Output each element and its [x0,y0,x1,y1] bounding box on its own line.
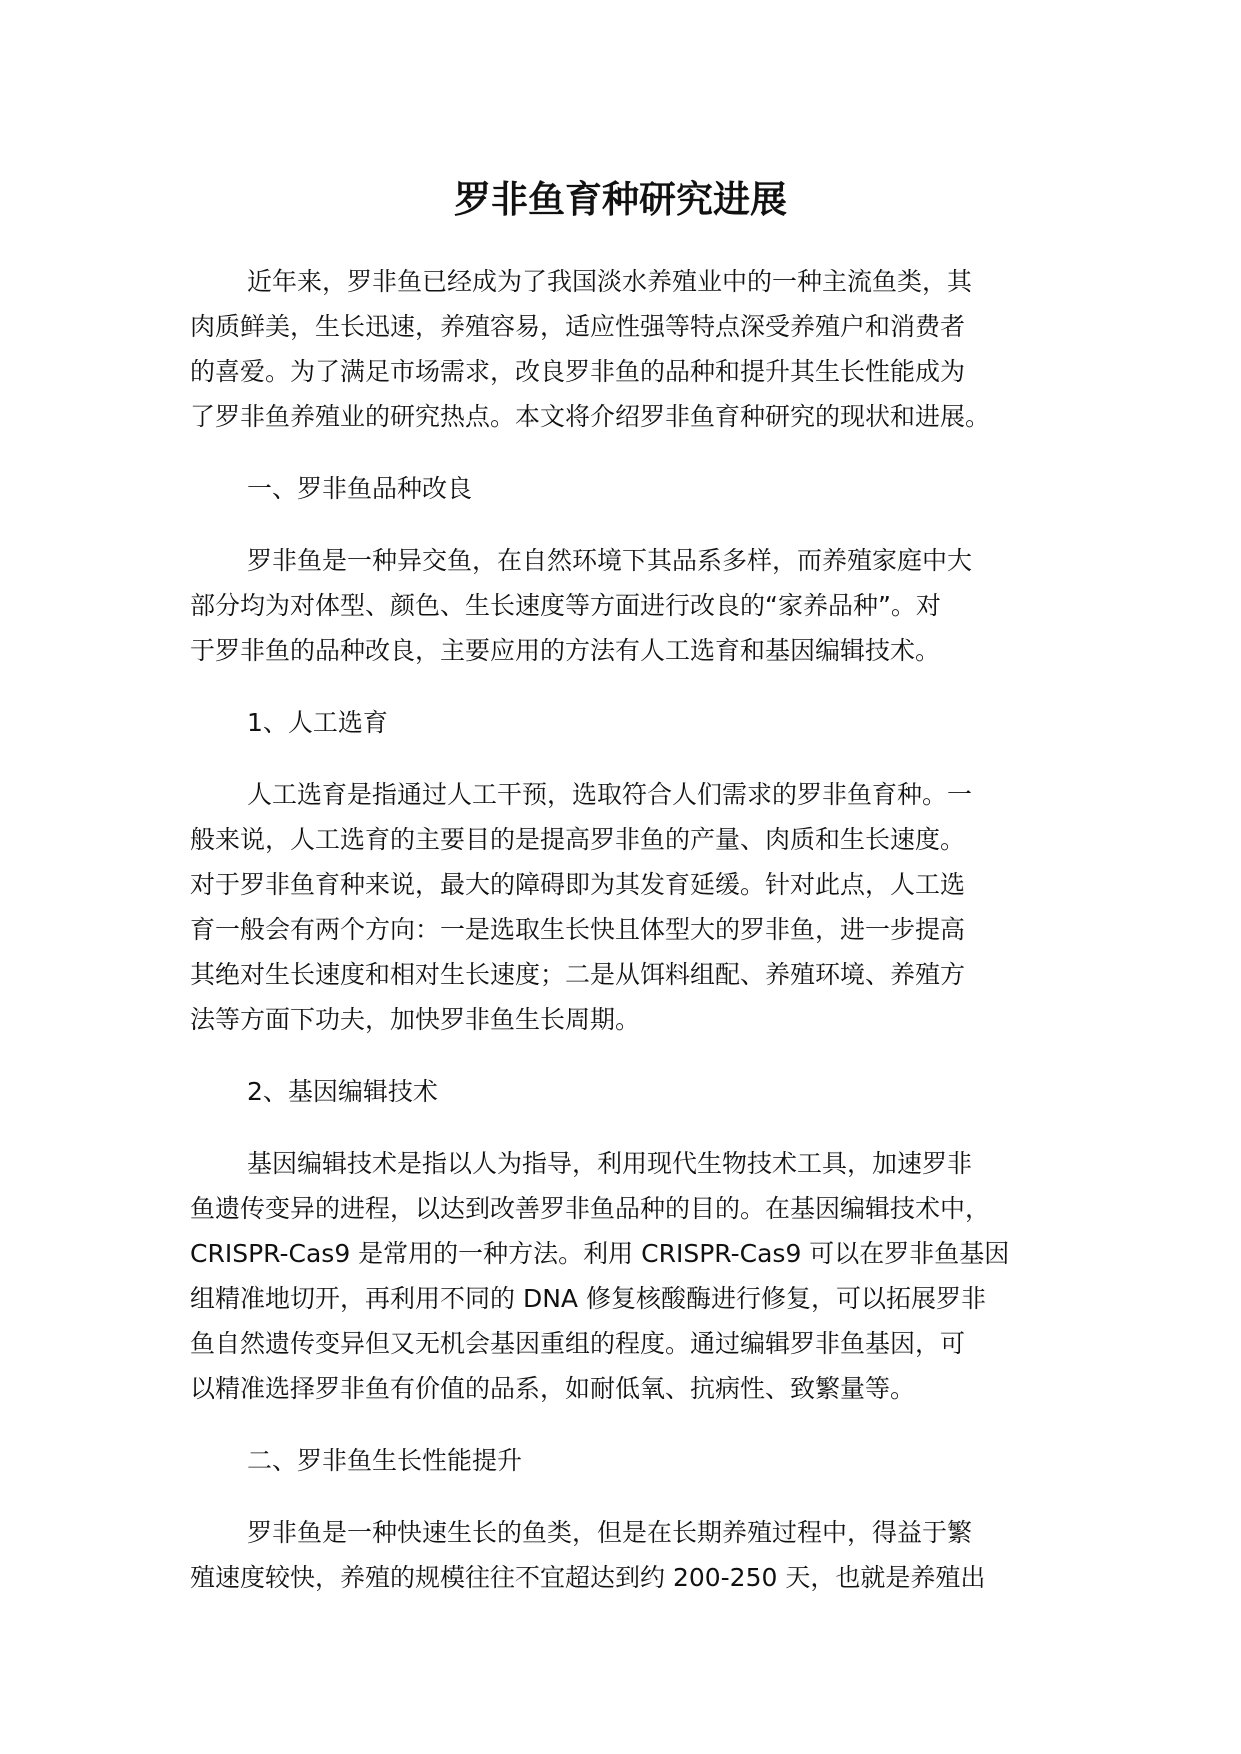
subsection-heading: 2、基因编辑技术 [247,1077,438,1106]
paragraph-line: 人工选育是指通过人工干预，选取符合人们需求的罗非鱼育种。一 [247,780,973,809]
paragraph-line: 鱼遗传变异的进程，以达到改善罗非鱼品种的目的。在基因编辑技术中， [190,1194,991,1223]
document-title: 罗非鱼育种研究进展 [454,178,787,221]
paragraph-line: 其绝对生长速度和相对生长速度；二是从饵料组配、养殖环境、养殖方 [190,960,966,989]
subsection-heading: 1、人工选育 [247,708,388,737]
paragraph-line: 肉质鲜美，生长迅速，养殖容易，适应性强等特点深受养殖户和消费者 [190,312,966,341]
section-heading: 二、罗非鱼生长性能提升 [247,1446,523,1475]
paragraph-line: 以精准选择罗非鱼有价值的品系，如耐低氧、抗病性、致繁量等。 [190,1374,916,1403]
paragraph-line: 了罗非鱼养殖业的研究热点。本文将介绍罗非鱼育种研究的现状和进展。 [190,402,991,431]
paragraph-line: 罗非鱼是一种异交鱼，在自然环境下其品系多样，而养殖家庭中大 [247,546,973,575]
paragraph-line: 法等方面下功夫，加快罗非鱼生长周期。 [190,1005,641,1034]
paragraph-line: 殖速度较快，养殖的规模往往不宜超达到约 200-250 天，也就是养殖出 [190,1563,986,1592]
paragraph-line: 般来说，人工选育的主要目的是提高罗非鱼的产量、肉质和生长速度。 [190,825,966,854]
paragraph-line: 近年来，罗非鱼已经成为了我国淡水养殖业中的一种主流鱼类，其 [247,267,973,296]
paragraph-line: 组精准地切开，再利用不同的 DNA 修复核酸酶进行修复，可以拓展罗非 [190,1284,986,1313]
paragraph-line: 对于罗非鱼育种来说，最大的障碍即为其发育延缓。针对此点，人工选 [190,870,966,899]
section-heading: 一、罗非鱼品种改良 [247,474,473,503]
paragraph-line: 的喜爱。为了满足市场需求，改良罗非鱼的品种和提升其生长性能成为 [190,357,966,386]
paragraph-line: 基因编辑技术是指以人为指导，利用现代生物技术工具，加速罗非 [247,1149,973,1178]
paragraph-line: 育一般会有两个方向：一是选取生长快且体型大的罗非鱼，进一步提高 [190,915,966,944]
paragraph-line: 罗非鱼是一种快速生长的鱼类，但是在长期养殖过程中，得益于繁 [247,1518,973,1547]
paragraph-line: 部分均为对体型、颜色、生长速度等方面进行改良的“家养品种”。对 [190,591,941,620]
paragraph-line: 于罗非鱼的品种改良，主要应用的方法有人工选育和基因编辑技术。 [190,636,941,665]
paragraph-line: 鱼自然遗传变异但又无机会基因重组的程度。通过编辑罗非鱼基因，可 [190,1329,966,1358]
paragraph-line: CRISPR-Cas9 是常用的一种方法。利用 CRISPR-Cas9 可以在罗非鱼基因 [190,1239,1010,1268]
